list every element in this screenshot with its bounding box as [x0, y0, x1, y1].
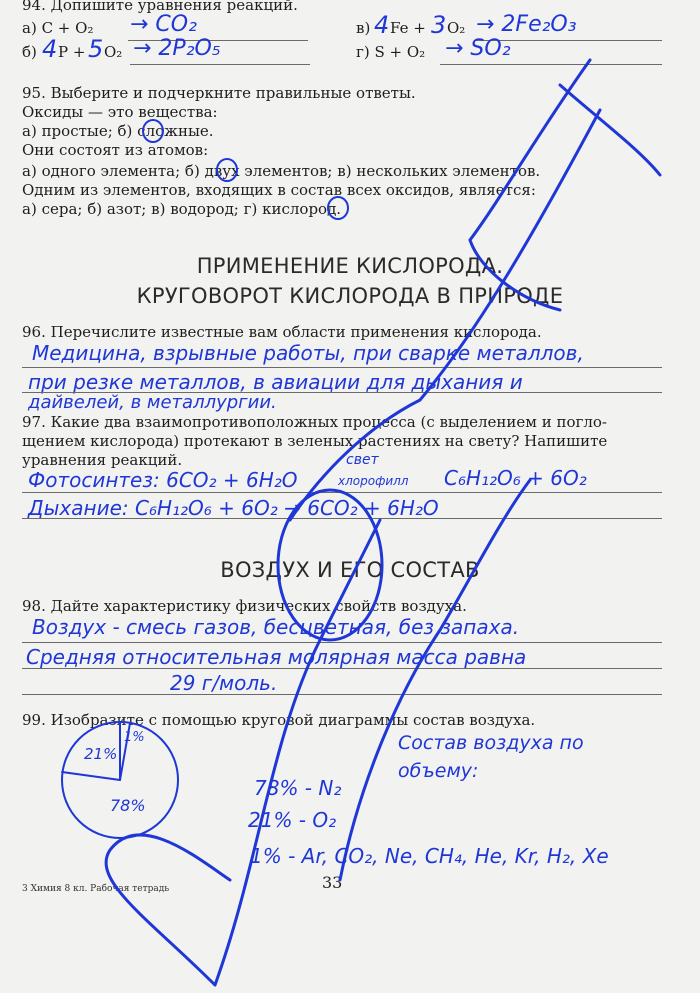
circle-mark-g-oxygen	[328, 197, 348, 219]
ex98-answer-line2: Средняя относительная молярная масса равна	[26, 645, 527, 669]
ex97-title3: уравнения реакций.	[22, 451, 183, 469]
ex94-b-eq2: O₂	[104, 43, 123, 61]
ex95-line2: а) простые; б) сложные.	[22, 122, 214, 140]
ex99-caption-line1: Состав воздуха по	[398, 732, 584, 754]
ex94-b: б)	[22, 43, 37, 61]
ex95-line3: Они состоят из атомов:	[22, 141, 209, 159]
ex94-g: г) S + O₂	[356, 43, 426, 61]
section-heading-oxygen: ПРИМЕНЕНИЕ КИСЛОРОДА.	[196, 254, 504, 278]
ex94-v-eq: Fe +	[390, 19, 426, 37]
ex97-light-label: свет	[346, 452, 379, 468]
ex95-line5: Одним из элементов, входящих в состав всех оксидов, является:	[22, 181, 536, 199]
ex99-caption-line2: объему:	[398, 760, 479, 782]
pie-label-21: 21%	[84, 745, 118, 763]
ex94-v-answer: → 2Fe₂O₃	[476, 12, 577, 37]
scribble-stroke	[470, 60, 590, 310]
ex99-title: 99. Изобразите с помощью круговой диаграммы состав воздуха.	[22, 711, 536, 729]
ex94-v-coef2: 3	[431, 11, 447, 39]
ex94-title: 94. Допишите уравнения реакций.	[22, 0, 298, 14]
ex97-title1: 97. Какие два взаимопротивоположных процесса (с выделением и погло-	[22, 413, 607, 431]
circle-mark-b-two-elements	[217, 159, 237, 181]
ex97-chlorophyll-label: хлорофилл	[338, 474, 409, 488]
ex98-answer-line1: Воздух - смесь газов, бесцветная, без запаха.	[32, 615, 520, 639]
ex94-b-coef2: 5	[88, 35, 104, 63]
scribble-stroke	[106, 835, 230, 985]
page-number: 33	[322, 873, 343, 892]
ex97-title2: щением кислорода) протекают в зеленых растениях на свету? Напишите	[22, 432, 608, 450]
ex97-photosynthesis-products: C₆H₁₂O₆ + 6O₂	[444, 466, 587, 490]
scribble-stroke	[215, 520, 380, 985]
ex94-v-coef: 4	[374, 11, 390, 39]
ex94-b-answer: → 2P₂O₅	[133, 36, 221, 61]
pie-label-1: 1%	[124, 730, 145, 745]
ex97-respiration: Дыхание: C₆H₁₂O₆ + 6O₂ → 6CO₂ + 6H₂O	[28, 496, 439, 520]
ex98-title: 98. Дайте характеристику физических свойств воздуха.	[22, 597, 467, 615]
ex98-answer-line3: 29 г/моль.	[170, 671, 278, 695]
ex94-b-eq: P +	[58, 43, 86, 61]
scribble-stroke	[560, 85, 660, 175]
ex97-photosynthesis: Фотосинтез: 6CO₂ + 6H₂O	[28, 468, 298, 492]
ex99-n2: 78% - N₂	[254, 776, 342, 800]
ex99-other-gases: 1% - Ar, CO₂, Ne, CH₄, He, Kr, H₂, Xe	[250, 844, 609, 868]
section-heading-oxygen-cycle: КРУГОВОРОТ КИСЛОРОДА В ПРИРОДЕ	[136, 284, 564, 308]
footer-book-title: 3 Химия 8 кл. Рабочая тетрадь	[22, 884, 170, 894]
section-heading-air: ВОЗДУХ И ЕГО СОСТАВ	[220, 558, 480, 582]
ex94-v: в)	[356, 19, 371, 37]
ex96-title: 96. Перечислите известные вам области применения кислорода.	[22, 323, 542, 341]
ex95-line6: а) сера; б) азот; в) водород; г) кислород.	[22, 200, 342, 218]
ex96-answer-line2: при резке металлов, в авиации для дыхания и	[28, 370, 523, 394]
scribble-stroke	[290, 110, 600, 520]
ex95-line1: Оксиды — это вещества:	[22, 103, 218, 121]
pie-label-78: 78%	[110, 796, 146, 815]
ex96-answer-line3: дайвелей, в металлургии.	[28, 392, 277, 413]
pie-slice-boundary	[62, 772, 120, 780]
circle-mark-b-complex	[143, 120, 163, 142]
ex96-answer-line1: Медицина, взрывные работы, при сварке металлов,	[32, 341, 584, 365]
ex94-b-coef: 4	[42, 35, 58, 63]
ex99-o2: 21% - O₂	[248, 808, 337, 832]
ex94-g-answer: → SO₂	[445, 36, 511, 61]
ex95-line4: а) одного элемента; б) двух элементов; в) нескольких элементов.	[22, 162, 541, 180]
ex94-v-eq2: O₂	[447, 19, 466, 37]
ex94-a-answer: → CO₂	[130, 12, 197, 37]
ex95-title: 95. Выберите и подчеркните правильные ответы.	[22, 84, 416, 102]
pie-slice-boundary	[120, 723, 130, 780]
ex94-a: а) C + O₂	[22, 19, 94, 37]
